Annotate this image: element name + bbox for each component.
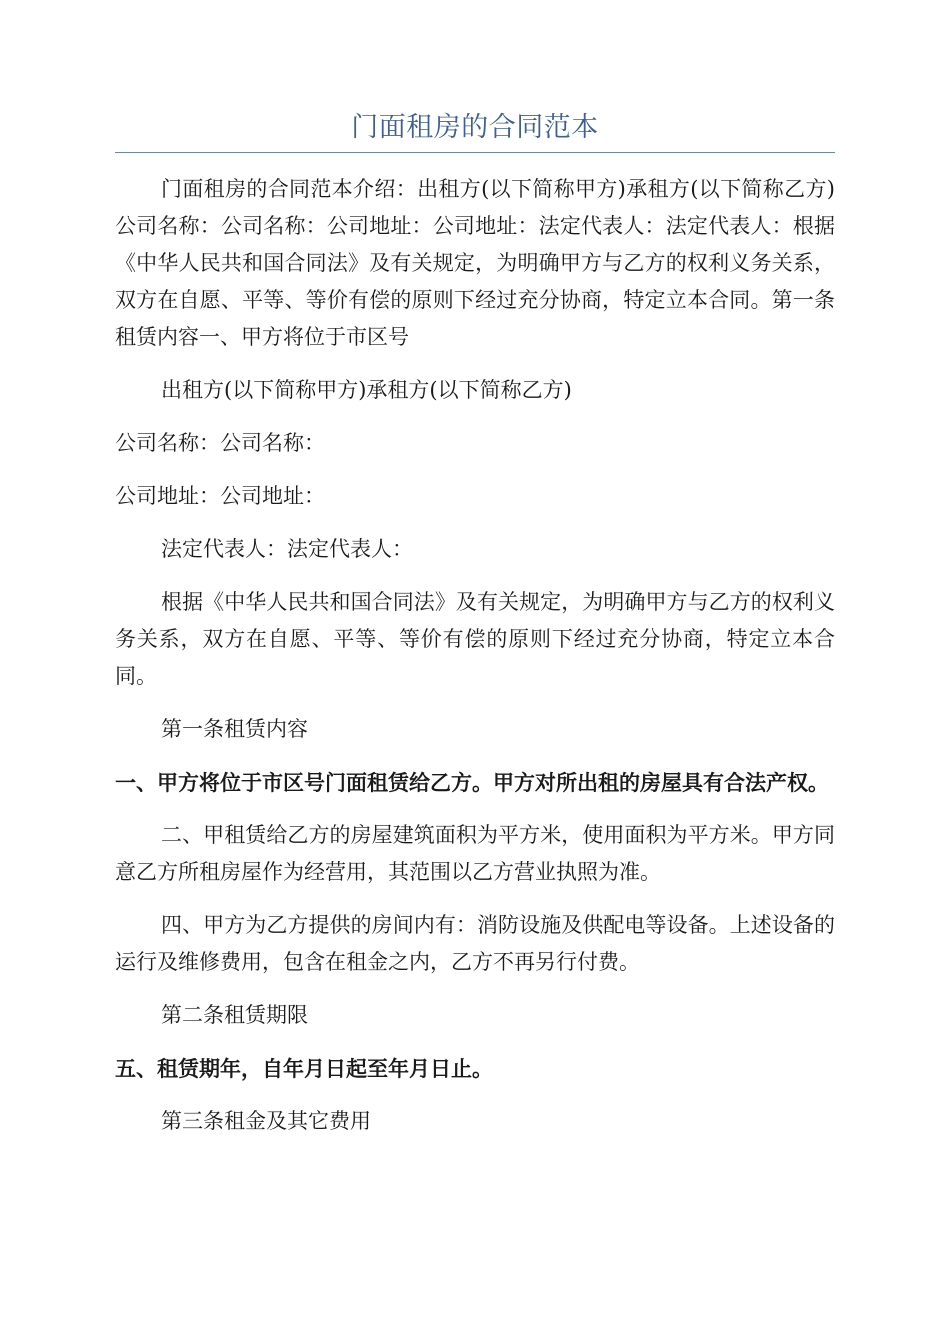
company-address-line: 公司地址：公司地址：: [115, 484, 325, 508]
clause-4: 四、甲方为乙方提供的房间内有：消防设施及供配电等设备。上述设备的运行及维修费用，包含在租金之内，乙方不再另行付费。: [115, 913, 835, 974]
legal-representative-line: 法定代表人：法定代表人：: [161, 537, 413, 561]
article-2-heading: 第二条租赁期限: [161, 1003, 308, 1027]
intro-paragraph: 门面租房的合同范本介绍：出租方(以下简称甲方)承租方(以下简称乙方)公司名称：公司名称：公司地址：公司地址：法定代表人：法定代表人：根据《中华人民共和国合同法》及有关规定，为明确甲方与乙方的权利义务关系，双方在自愿、平等、等价有偿的原则下经过充分协商，特定立本合同。第一条租赁内容一、甲方将位于市区号: [115, 177, 835, 349]
clause-1: 一、甲方将位于市区号门面租赁给乙方。甲方对所出租的房屋具有合法产权。: [115, 770, 829, 795]
title-underline: [115, 152, 835, 153]
clause-5: 五、租赁期年，自年月日起至年月日止。: [115, 1056, 493, 1081]
document-page: [115, 108, 835, 1156]
clause-2: 二、甲租赁给乙方的房屋建筑面积为平方米，使用面积为平方米。甲方同意乙方所租房屋作为经营用，其范围以乙方营业执照为准。: [115, 823, 835, 884]
article-1-heading: 第一条租赁内容: [161, 717, 308, 741]
company-name-line: 公司名称：公司名称：: [115, 431, 325, 455]
article-3-heading: 第三条租金及其它费用: [161, 1109, 371, 1133]
parties-line: 出租方(以下简称甲方)承租方(以下简称乙方): [161, 378, 572, 402]
document-title: 门面租房的合同范本: [351, 112, 599, 143]
preamble-paragraph: 根据《中华人民共和国合同法》及有关规定，为明确甲方与乙方的权利义务关系，双方在自愿、平等、等价有偿的原则下经过充分协商，特定立本合同。: [115, 590, 835, 688]
